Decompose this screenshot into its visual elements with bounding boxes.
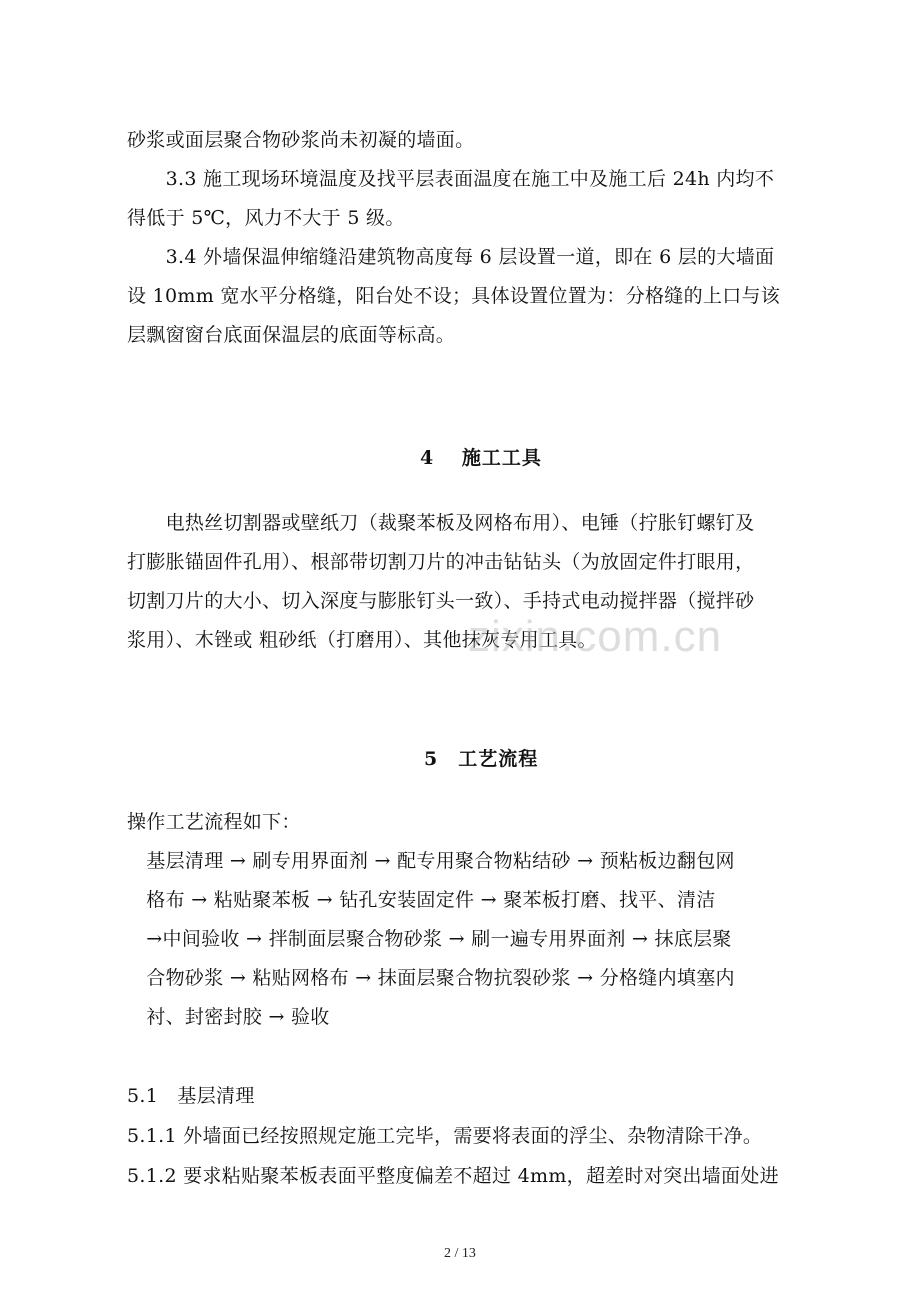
flow-intro: 操作工艺流程如下： <box>127 811 301 833</box>
paragraph-line: 砂浆或面层聚合物砂浆尚未初凝的墙面。 <box>127 129 475 151</box>
flow-line: 格布 → 粘贴聚苯板 → 钻孔安装固定件 → 聚苯板打磨、找平、清洁 <box>127 889 716 911</box>
page-number: 2 / 13 <box>444 1246 476 1261</box>
subsection-heading: 5.1 基层清理 <box>127 1085 255 1107</box>
flow-line: 衬、封密封胶 → 验收 <box>127 1006 330 1028</box>
paragraph-line: 切割刀片的大小、切入深度与膨胀钉头一致）、手持式电动搅拌器（搅拌砂 <box>127 590 755 612</box>
section-heading-4: 4 施工工具 <box>420 447 542 469</box>
paragraph-line: 浆用）、木锉或 粗砂纸（打磨用）、其他抹灰专用工具。 <box>127 629 597 651</box>
flow-line: →中间验收 → 拌制面层聚合物砂浆 → 刷一遍专用界面剂 → 抹底层聚 <box>127 928 732 950</box>
paragraph-line: 得低于 5℃，风力不大于 5 级。 <box>127 207 405 229</box>
paragraph-line: 层飘窗窗台底面保温层的底面等标高。 <box>127 324 456 346</box>
paragraph-line: 5.1.2 要求粘贴聚苯板表面平整度偏差不超过 4mm，超差时对突出墙面处进 <box>127 1165 779 1187</box>
paragraph-line: 电热丝切割器或壁纸刀（裁聚苯板及网格布用）、电锤（拧胀钉螺钉及 <box>127 512 755 534</box>
section-heading-5: 5 工艺流程 <box>424 748 539 770</box>
paragraph-line: 设 10mm 宽水平分格缝，阳台处不设；具体设置位置为：分格缝的上口与该 <box>127 285 781 307</box>
flow-line: 合物砂浆 → 粘贴网格布 → 抹面层聚合物抗裂砂浆 → 分格缝内填塞内 <box>127 967 735 989</box>
paragraph-line: 3.3 施工现场环境温度及找平层表面温度在施工中及施工后 24h 内均不 <box>127 168 775 190</box>
paragraph-line: 打膨胀锚固件孔用）、根部带切割刀片的冲击钻钻头（为放固定件打眼用， <box>127 551 755 573</box>
watermark: zixin.com.cn <box>468 612 723 661</box>
paragraph-line: 5.1.1 外墙面已经按照规定施工完毕，需要将表面的浮尘、杂物清除干净。 <box>127 1125 763 1147</box>
paragraph-line: 3.4 外墙保温伸缩缝沿建筑物高度每 6 层设置一道，即在 6 层的大墙面 <box>127 246 775 268</box>
flow-line: 基层清理 → 刷专用界面剂 → 配专用聚合物粘结砂 → 预粘板边翻包网 <box>127 850 735 872</box>
